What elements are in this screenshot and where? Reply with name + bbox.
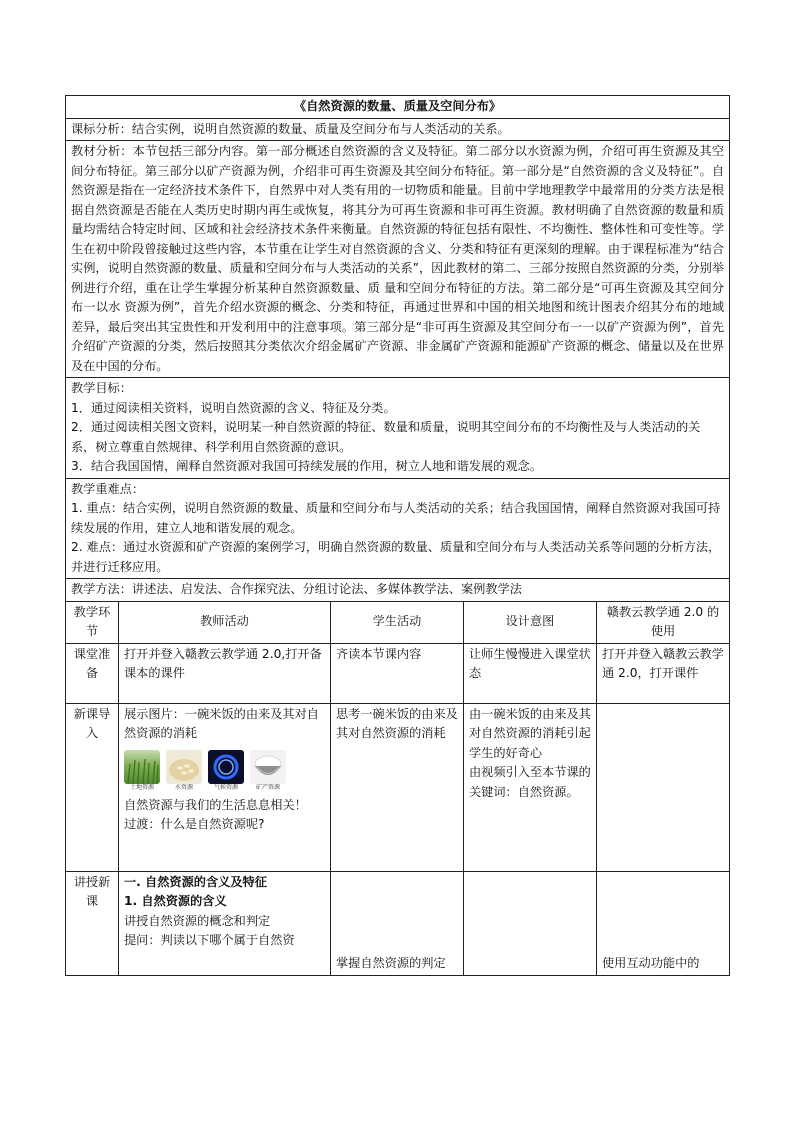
intent-cell: 让师生慢慢进入课堂状态 <box>464 643 597 703</box>
table-row <box>66 643 730 703</box>
tool-cell <box>597 871 730 975</box>
teacher-text: 过渡：什么是自然资源呢? <box>124 817 265 831</box>
methods-row <box>66 579 730 602</box>
resource-image-strip <box>124 750 325 792</box>
subsection-heading: 1. 自然资源的含义 <box>124 894 227 908</box>
document-title: 《自然资源的数量、质量及空间分布》 <box>66 96 730 119</box>
teacher-text: 提问：判读以下哪个属于自然资 <box>124 933 295 947</box>
intent-cell <box>464 703 597 871</box>
goal-item: 2．通过阅读相关图文资料，说明某一种自然资源的特征、数量和质量，说明其空间分布的不均衡性及与人类活动的关系，树立尊重自然规律、科学利用自然资源的意识。 <box>71 420 701 454</box>
stage-cell: 讲授新课 <box>66 871 119 975</box>
keypoint-item: 2. 难点：通过水资源和矿产资源的案例学习，明确自然资源的数量、质量和空间分布与人类活动关系等问题的分析方法，并进行迁移应用。 <box>71 540 721 574</box>
intent-cell <box>464 871 597 975</box>
teaching-goals <box>66 378 730 479</box>
teacher-cell <box>119 703 331 871</box>
intent-text: 由视频引入至本节课的关键词：自然资源。 <box>469 765 591 799</box>
goals-row <box>66 378 730 479</box>
tool-text: 使用互动功能中的 <box>602 956 700 970</box>
header-row <box>66 601 730 643</box>
water-resource-image <box>166 750 202 792</box>
teacher-cell: 打开并登入赣教云教学通 2.0,打开备课本的课件 <box>119 643 331 703</box>
image-caption: 水资源 <box>174 783 193 791</box>
stage-cell: 课堂准备 <box>66 643 119 703</box>
rice-grain-icon <box>166 750 202 784</box>
table-row <box>66 871 730 975</box>
teaching-methods: 教学方法：讲述法、启发法、合作探究法、分组讨论法、多媒体教学法、案例教学法 <box>66 579 730 602</box>
intent-text: 由一碗米饭的由来及其对自然资源的消耗引起学生的好奇心 <box>469 706 591 760</box>
lesson-plan-page <box>65 95 729 976</box>
teacher-cell <box>119 871 331 975</box>
col-header-teacher: 教师活动 <box>119 601 331 643</box>
stage-cell: 新课导入 <box>66 703 119 871</box>
curriculum-row <box>66 118 730 141</box>
section-heading: 一. 自然资源的含义及特征 <box>124 874 267 889</box>
rice-bowl-icon <box>250 750 286 784</box>
table-row <box>66 703 730 871</box>
curriculum-analysis: 课标分析：结合实例，说明自然资源的数量、质量及空间分布与人类活动的关系。 <box>66 118 730 141</box>
keypoints-heading: 教学重难点： <box>71 481 145 496</box>
student-cell <box>331 871 464 975</box>
goal-item: 1．通过阅读相关资料，说明自然资源的含义、特征及分类。 <box>71 400 396 415</box>
mineral-resource-image <box>250 750 286 792</box>
teacher-text: 讲授自然资源的概念和判定 <box>124 913 271 928</box>
student-cell: 思考一碗米饭的由来及其对自然资源的消耗 <box>331 703 464 871</box>
lesson-plan-table <box>65 95 730 976</box>
keypoints-row <box>66 478 730 579</box>
tool-cell: 打开并登入赣教云教学通 2.0，打开课件 <box>597 643 730 703</box>
title-row <box>66 96 730 119</box>
col-header-student: 学生活动 <box>331 601 464 643</box>
image-caption: 矿产资源 <box>255 783 280 791</box>
image-caption: 气候资源 <box>213 783 238 791</box>
tool-cell <box>597 703 730 871</box>
gas-flame-icon <box>208 750 244 784</box>
col-header-tool: 赣教云教学通 2.0 的使用 <box>597 601 730 643</box>
keypoint-item: 1. 重点：结合实例，说明自然资源的数量、质量和空间分布与人类活动的关系；结合我国国情，阐释自然资源对我国可持续发展的作用，建立人地和谐发展的观念。 <box>71 501 721 535</box>
rice-field-icon <box>124 750 160 784</box>
goal-item: 3．结合我国国情，阐释自然资源对我国可持续发展的作用，树立人地和谐发展的观念。 <box>71 459 542 473</box>
image-caption: 土地资源 <box>129 783 154 791</box>
student-cell: 齐读本节课内容 <box>331 643 464 703</box>
col-header-intent: 设计意图 <box>464 601 597 643</box>
climate-resource-image <box>208 750 244 792</box>
teacher-text: 展示图片：一碗米饭的由来及其对自然资源的消耗 <box>124 706 319 740</box>
teacher-text: 自然资源与我们的生活息息相关！ <box>124 797 307 812</box>
goals-heading: 教学目标： <box>71 381 132 395</box>
textbook-analysis: 教材分析：本节包括三部分内容。第一部分概述自然资源的含义及特征。第二部分以水资源为例，介绍可再生资源及其空间分布特征。第三部分以矿产资源为例，介绍非可再生资源及其空间分布特征。第一部分是“自然资源的含义及特征”。自然资源是指在一定经济技术条件下，自然界中对人类有用的一切物质和能量。目前中学地理教学中最常用的分类方法是根据自然资源是否能在人类历史时期内再生或恢复，将其分为可再生资源和非可再生资源。教材明确了自然资源的数量和质量均需结合特定时间、区域和社会经济技术条件来衡量。自然资源的特征包括有限性、不均衡性、整体性和可变性等。学生在初中阶段曾接触过这些内容，本节重在让学生对自然资源的含义、分类和特征有更深刻的理解。由于课程标准为“结合实例，说明自然资源的数量、质量和空间分布与人类活动的关系”，因此教材的第二、三部分按照自然资源的分类，分别举例进行介绍，重在让学生掌握分析某种自然资源数量、质 量和空间分布特征的方法。第二部分是“可再生资源及其空间分布一以水 资源为例”，首先介绍水资源的概念、分类和特征，再通过世界和中国的相关地图和统计图表介绍其分布的地域差异，最后突出其宝贵性和开发利用中的注意事项。第三部分是“非可再生资源及其空间分布一一以矿产资源为例”，首先介绍矿产资源的分类，然后按照其分类依次介绍金属矿产资源、非金属矿产资源和能源矿产资源的概念、储量以及在世界及在中国的分布。 <box>66 141 730 378</box>
textbook-row <box>66 141 730 378</box>
teaching-keypoints <box>66 478 730 579</box>
col-header-stage: 教学环节 <box>66 601 119 643</box>
student-text: 掌握自然资源的判定 <box>336 956 446 970</box>
land-resource-image <box>124 750 160 792</box>
